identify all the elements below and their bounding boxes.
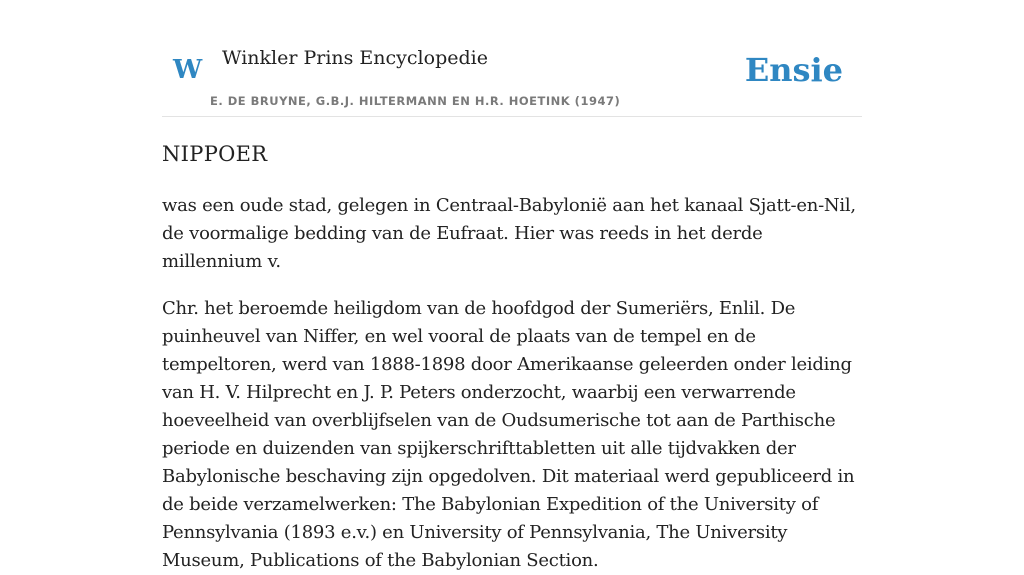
ensie-logo[interactable]: Ensie — [744, 51, 843, 89]
publication-logo-icon[interactable]: W — [173, 55, 203, 85]
article-paragraph: Chr. het beroemde heiligdom van de hoofdgod der Sumeriërs, Enlil. De puinheuvel van Niffer, en wel vooral de plaats van de tempel en de tempeltoren, werd van 1888-1898 door Amerikaanse geleerden onder leiding van H. V. Hilprecht en J. P. Peters onderzocht, waarbij een verwarrende hoeveelheid van overblijfselen van de Oudsumerische tot aan de Parthische periode en duizenden van spijkerschrifttabletten uit alle tijdvakken der Babylonische beschaving zijn opgedolven. Dit materiaal werd gepubliceerd in de beide verzamelwerken: The Babylonian Expedition of the University of Pennsylvania (1893 e.v.) en University of Pennsylvania, The University Museum, Publications of the Babylonian Section. — [162, 298, 855, 571]
article-title: NIPPOER — [162, 142, 268, 166]
publication-authors: E. DE BRUYNE, G.B.J. HILTERMANN EN H.R. HOETINK (1947) — [210, 94, 621, 108]
publication-title[interactable]: Winkler Prins Encyclopedie — [222, 47, 488, 69]
header — [162, 0, 862, 117]
article-paragraph: was een oude stad, gelegen in Centraal-Babylonië aan het kanaal Sjatt-en-Nil, de voormalige bedding van de Eufraat. Hier was reeds in het derde millennium v. — [162, 195, 856, 272]
article — [162, 138, 862, 575]
